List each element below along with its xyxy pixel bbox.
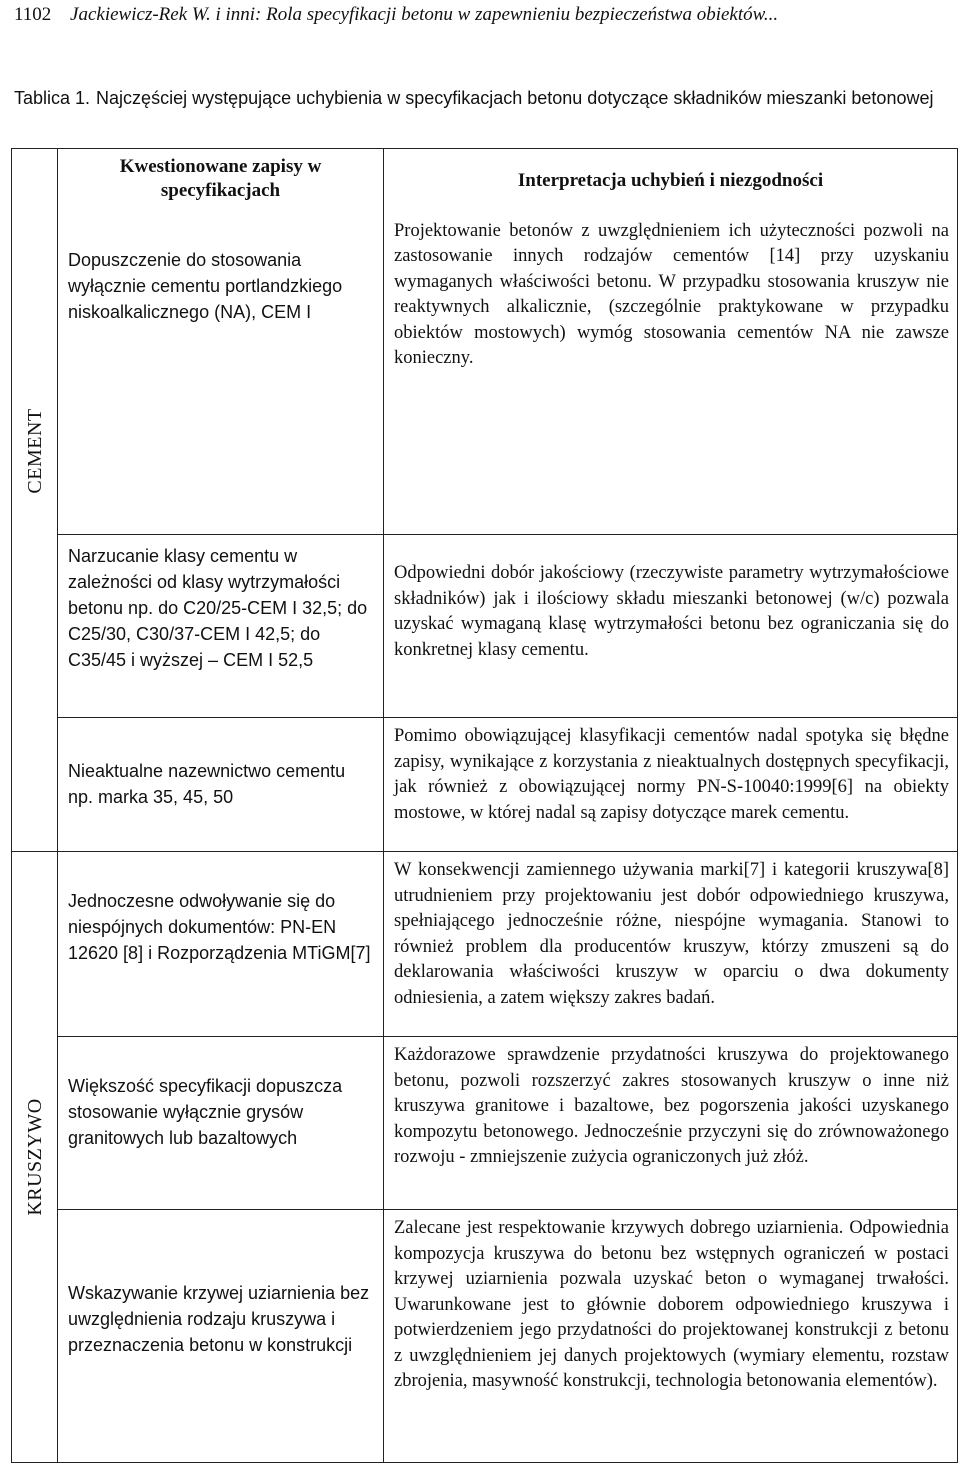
- table-row: [12, 1210, 958, 1463]
- interpretation-cell: W konsekwencji zamiennego używania marki[7] i kategorii kruszywa[8] utrudnieniem przy projektowaniu jest dobór odpowiedniego kruszywa, spełniającego jednocześnie różne, niespójne wymagania. Stanowi to również problem dla producentów kruszyw, którzy zmuszeni są do deklarowania właściwości kruszyw w oparciu o dwa dokumenty odniesienia, a zatem większy zakres badań.: [384, 852, 958, 1037]
- interpretation-cell: Projektowanie betonów z uwzględnieniem ich użyteczności pozwoli na zastosowanie innych rodzajów cementów [14] przy uzyskaniu wymaganych właściwości betonu. W przypadku stosowania kruszyw nie reaktywnych alkalicznie, (szczególnie praktykowane w przypadku obiektów mostowych) wymóg stosowania cementów NA nie zawsze konieczny.: [384, 213, 958, 535]
- interpretation-cell: Pomimo obowiązującej klasyfikacji cementów nadal spotyka się błędne zapisy, wynikające z korzystania z nieaktualnych dostępnych specyfikacji, jak również z obowiązującej normy PN-S-10040:1999[6] na obiekty mostowe, w której nadal są zapisy dotyczące marek cementu.: [384, 718, 958, 852]
- table-caption-label: Tablica 1.: [14, 88, 91, 108]
- category-cell-aggregate: [12, 852, 58, 1463]
- specification-table: [11, 148, 958, 1463]
- interpretation-cell: Zalecane jest respektowanie krzywych dobrego uziarnienia. Odpowiednia kompozycja kruszywa do betonu bez wstępnych ograniczeń w postaci krzywej uziarnienia pozwala uzyskać beton o wymaganej trwałości. Uwarunkowane jest to głównie doborem odpowiedniego kruszywa i potwierdzeniem jego przydatności do projektowanej konstrukcji z betonu z uwzględnieniem jej danych projektowych (wymiary elementu, rozstaw zbrojenia, masywność konstrukcji, technologia betonowania elementów).: [384, 1210, 958, 1463]
- running-head-title: Jackiewicz-Rek W. i inni: Rola specyfikacji betonu w zapewnieniu bezpieczeństwa obiektów...: [70, 4, 779, 25]
- category-label-cement: CEMENT: [23, 408, 46, 494]
- table-row: [12, 718, 958, 852]
- record-cell: Wskazywanie krzywej uziarnienia bez uwzględnienia rodzaju kruszywa i przeznaczenia betonu w konstrukcji: [58, 1210, 384, 1463]
- header-interpretation: Interpretacja uchybień i niezgodności: [384, 149, 958, 213]
- table-header-row: [12, 149, 958, 213]
- interpretation-cell: Każdorazowe sprawdzenie przydatności kruszywa do projektowanego betonu, pozwoli rozszerzyć zakres stosowanych kruszyw o inne niż kruszywa granitowe i bazaltowe, bez pogorszenia jakości uzyskanego kompozytu betonowego. Jednocześnie przyczyni się do zrównoważonego rozwoju - zmniejszenie zużycia ograniczonych już złóż.: [384, 1037, 958, 1210]
- category-label-aggregate: KRUSZYWO: [23, 1098, 46, 1216]
- running-head: [14, 4, 954, 26]
- table-row: [12, 535, 958, 718]
- interpretation-cell: Odpowiedni dobór jakościowy (rzeczywiste parametry wytrzymałościowe składników) jak i ilościowy składu mieszanki betonowej (w/c) pozwala uzyskać wymaganą klasę wytrzymałości betonu bez ograniczania się do konkretnej klasy cementu.: [384, 535, 958, 718]
- category-cell-cement: [12, 149, 58, 852]
- page-number: 1102: [14, 4, 52, 25]
- table-row: [12, 852, 958, 1037]
- header-records: Kwestionowane zapisy w specyfikacjach: [58, 149, 384, 213]
- record-cell: Narzucanie klasy cementu w zależności od klasy wytrzymałości betonu np. do C20/25-CEM I 32,5; do C25/30, C30/37-CEM I 42,5; do C35/45 i wyższej – CEM I 52,5: [58, 535, 384, 718]
- table-row: [12, 1037, 958, 1210]
- table-row: [12, 213, 958, 535]
- record-cell: Dopuszczenie do stosowania wyłącznie cementu portlandzkiego niskoalkalicznego (NA), CEM I: [58, 213, 384, 535]
- record-cell: Nieaktualne nazewnictwo cementu np. marka 35, 45, 50: [58, 718, 384, 852]
- record-cell: Jednoczesne odwoływanie się do niespójnych dokumentów: PN-EN 12620 [8] i Rozporządzenia MTiGM[7]: [58, 852, 384, 1037]
- table-caption: [14, 86, 949, 110]
- table-caption-text: Najczęściej występujące uchybienia w specyfikacjach betonu dotyczące składników mieszanki betonowej: [96, 88, 934, 108]
- record-cell: Większość specyfikacji dopuszcza stosowanie wyłącznie grysów granitowych lub bazaltowych: [58, 1037, 384, 1210]
